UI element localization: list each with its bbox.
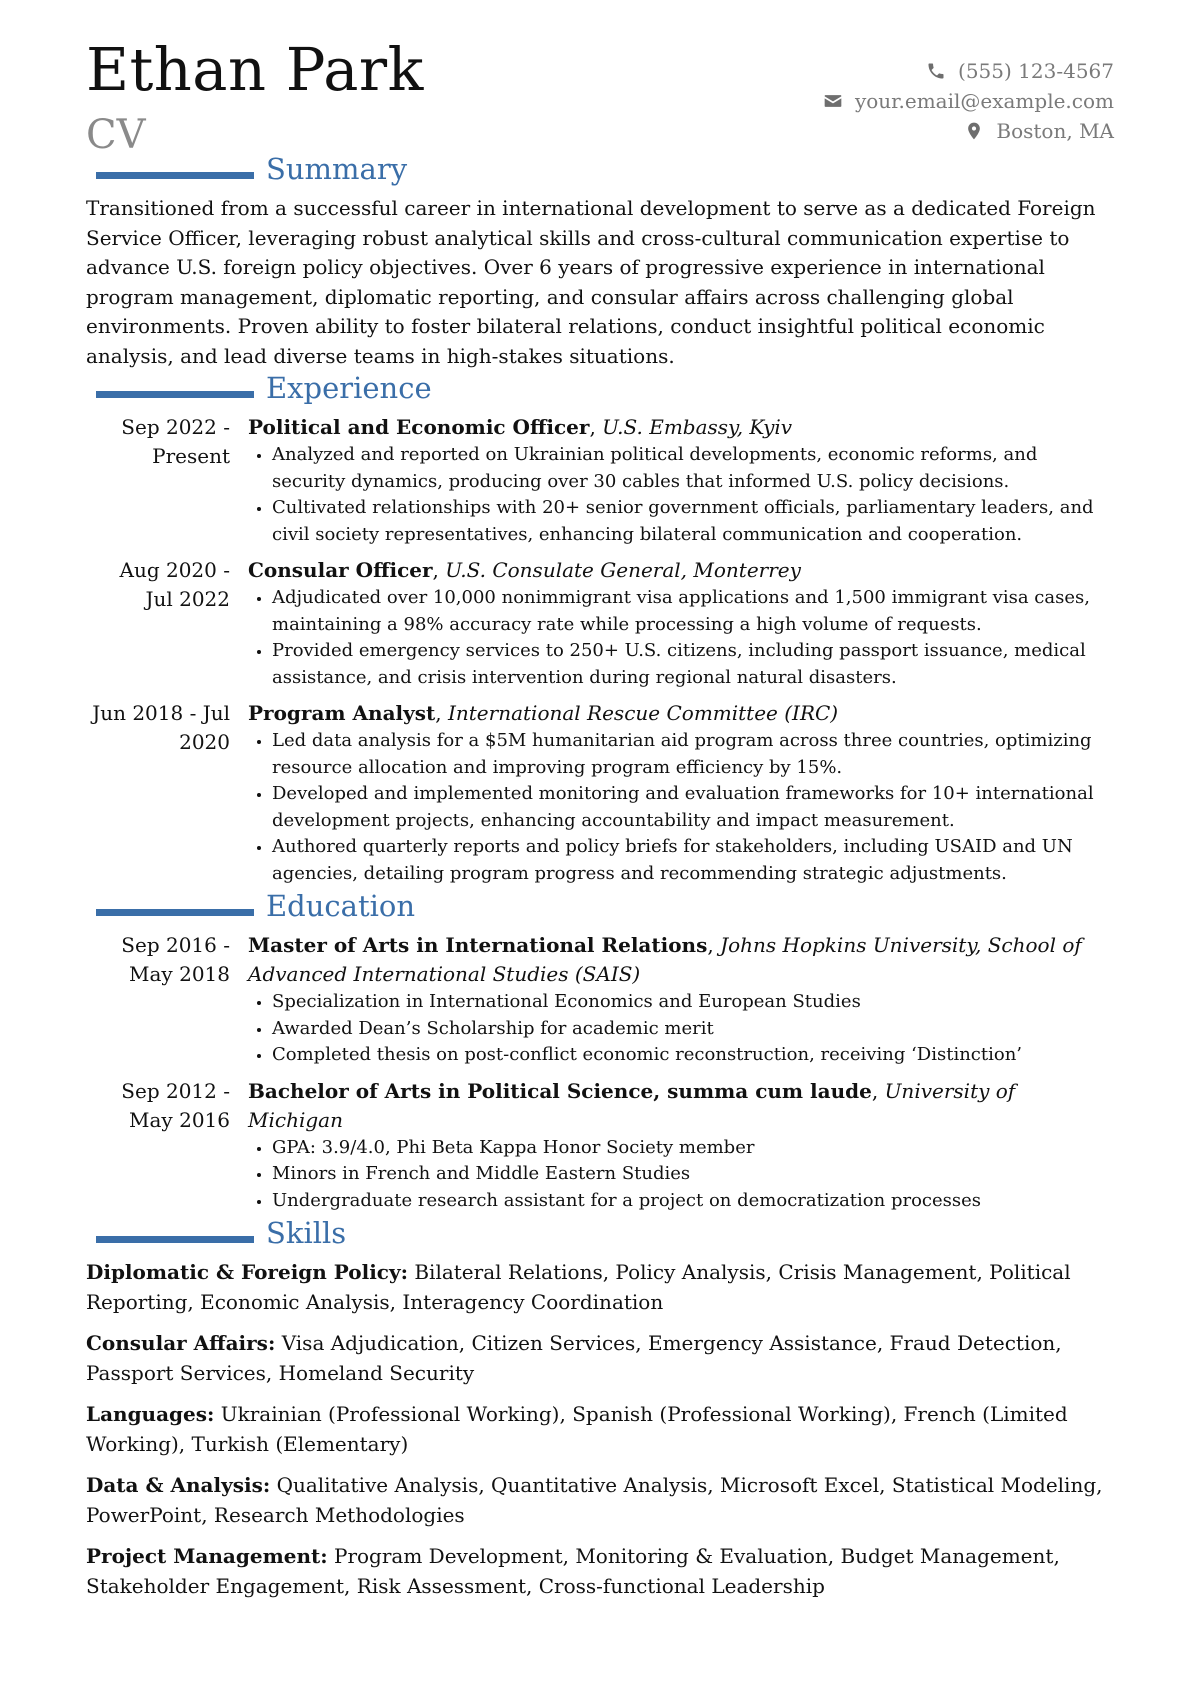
entry-body (248, 1077, 1114, 1215)
bullet-item: • Cultivated relationships with 20+ senior government officials, parliamentary leaders, and civil society representatives, enhancing bilateral communication and cooperation. (272, 495, 1114, 548)
skills-list (86, 1258, 1114, 1601)
skill-items: Visa Adjudication, Citizen Services, Emergency Assistance, Fraud Detection, Passport Services, Homeland Security (86, 1331, 1062, 1385)
bullet-item: • Adjudicated over 10,000 nonimmigrant visa applications and 1,500 immigrant visa cases, maintaining a 98% accuracy rate while processing a high volume of requests. (272, 585, 1114, 638)
contact-block (823, 56, 1114, 146)
entry-bullets (248, 442, 1114, 548)
section-summary-heading (86, 152, 1114, 194)
entry-organization: University of Michigan (248, 1078, 1016, 1132)
bullet-item: • Provided emergency services to 250+ U.S. citizens, including passport issuance, medical assistance, and crisis intervention during regional natural disasters. (272, 638, 1114, 691)
location-text: Boston, MA (996, 119, 1114, 143)
entry-organization: U.S. Consulate General, Monterrey (445, 558, 801, 582)
skill-category: Project Management: (86, 1544, 328, 1568)
section-rule (96, 1236, 254, 1243)
entry-title-line (248, 556, 1114, 585)
bullet-item: • Awarded Dean’s Scholarship for academic merit (272, 1016, 1114, 1043)
entry-title-line (248, 1077, 1114, 1135)
entry-separator: , (432, 558, 446, 582)
section-skills-heading (86, 1216, 1114, 1258)
entry-role: Political and Economic Officer (248, 415, 590, 439)
bullet-item: • Minors in French and Middle Eastern Studies (272, 1161, 1114, 1188)
entry-organization: Johns Hopkins University, School of Advanced International Studies (SAIS) (248, 933, 1082, 986)
section-rule (96, 909, 254, 916)
phone-icon (926, 61, 946, 81)
person-name: Ethan Park (86, 35, 424, 104)
bullet-item: • Undergraduate research assistant for a project on democratization processes (272, 1188, 1114, 1215)
entry-date: Aug 2020 - Jul 2022 (119, 558, 230, 611)
entry-separator: , (871, 1078, 885, 1103)
entry-body (248, 413, 1114, 548)
section-education-heading (86, 889, 1114, 931)
bullet-item: • GPA: 3.9/4.0, Phi Beta Kappa Honor Society member (272, 1135, 1114, 1162)
experience-entry (86, 556, 1114, 691)
section-rule (96, 391, 254, 398)
bullet-item: • Completed thesis on post-conflict economic reconstruction, receiving ‘Distinction’ (272, 1042, 1114, 1069)
section-title-experience: Experience (266, 371, 432, 405)
section-experience-heading (86, 371, 1114, 413)
entry-body (248, 699, 1114, 887)
entry-date: Sep 2022 - Present (121, 415, 230, 468)
skill-row (86, 1400, 1114, 1459)
skill-row (86, 1542, 1114, 1601)
entry-role: Master of Arts in International Relations (248, 933, 708, 957)
entry-role: Consular Officer (248, 558, 433, 582)
skill-row (86, 1329, 1114, 1388)
skill-category: Languages: (86, 1402, 215, 1426)
bullet-item: • Specialization in International Economics and European Studies (272, 989, 1114, 1016)
skill-row (86, 1258, 1114, 1317)
skill-items: Ukrainian (Professional Working), Spanish (Professional Working), French (Limited Working), Turkish (Elementary) (86, 1402, 1068, 1456)
entry-bullets (248, 728, 1114, 887)
entry-separator: , (589, 415, 603, 439)
bullet-item: • Analyzed and reported on Ukrainian political developments, economic reforms, and security dynamics, producing over 30 cables that informed U.S. policy decisions. (272, 442, 1114, 495)
skill-category: Diplomatic & Foreign Policy: (86, 1260, 408, 1284)
contact-location (823, 116, 1114, 146)
bullet-item: • Authored quarterly reports and policy briefs for stakeholders, including USAID and UN agencies, detailing program progress and recommending strategic adjustments. (272, 834, 1114, 887)
entry-title-line (248, 413, 1114, 442)
entry-bullets (248, 1135, 1114, 1215)
entry-title-line (248, 931, 1114, 989)
education-entry (86, 1077, 1114, 1215)
entry-separator: , (707, 933, 721, 957)
bullet-item: • Led data analysis for a $5M humanitarian aid program across three countries, optimizing resource allocation and improving program efficiency by 15%. (272, 728, 1114, 781)
contact-phone (823, 56, 1114, 86)
document-subtitle: CV (86, 112, 146, 158)
entry-body (248, 931, 1114, 1069)
experience-entry (86, 699, 1114, 887)
phone-number[interactable]: (555) 123-4567 (958, 59, 1114, 83)
experience-list (86, 413, 1114, 887)
section-title-skills: Skills (266, 1216, 347, 1250)
skill-items: Bilateral Relations, Policy Analysis, Crisis Management, Political Reporting, Economic Analysis, Interagency Coordination (86, 1260, 1071, 1314)
entry-organization: U.S. Embassy, Kyiv (602, 415, 793, 439)
entry-organization: International Rescue Committee (IRC) (447, 701, 839, 725)
bullet-item: • Developed and implemented monitoring and evaluation frameworks for 10+ international development projects, enhancing accountability and impact measurement. (272, 781, 1114, 834)
map-marker-icon (964, 121, 984, 141)
entry-title-line (248, 699, 1114, 728)
education-entry (86, 931, 1114, 1069)
skill-items: Program Development, Monitoring & Evaluation, Budget Management, Stakeholder Engagement, Risk Assessment, Cross-functional Leadership (86, 1544, 1060, 1598)
section-rule (96, 172, 254, 179)
envelope-icon (823, 91, 843, 111)
summary-text: Transitioned from a successful career in international development to serve as a dedicated Foreign Service Officer, leveraging robust analytical skills and cross-cultural communication expertise to advance U.S. foreign policy objectives. Over 6 years of progressive experience in international program management, diplomatic reporting, and consular affairs across challenging global environments. Proven ability to foster bilateral relations, conduct insightful political economic analysis, and lead diverse teams in high-stakes situations. (86, 196, 1096, 368)
entry-body (248, 556, 1114, 691)
entry-bullets (248, 989, 1114, 1069)
cv-header (86, 0, 1114, 158)
experience-entry (86, 413, 1114, 548)
entry-bullets (248, 585, 1114, 691)
skill-category: Consular Affairs: (86, 1331, 276, 1355)
skill-items: Qualitative Analysis, Quantitative Analysis, Microsoft Excel, Statistical Modeling, PowerPoint, Research Methodologies (86, 1473, 1103, 1527)
entry-date: Jun 2018 - Jul 2020 (92, 701, 230, 754)
entry-separator: , (435, 701, 448, 725)
skill-category: Data & Analysis: (86, 1473, 271, 1497)
skill-row (86, 1471, 1114, 1530)
cv-page (86, 0, 1114, 1613)
section-title-education: Education (266, 889, 416, 923)
entry-role: Program Analyst (248, 701, 436, 725)
contact-email (823, 86, 1114, 116)
entry-role: Bachelor of Arts in Political Science, summa cum laude (248, 1078, 872, 1103)
education-list (86, 931, 1114, 1214)
entry-date: Sep 2016 - May 2018 (121, 933, 230, 986)
entry-date: Sep 2012 - May 2016 (121, 1078, 230, 1132)
email-address[interactable]: your.email@example.com (854, 89, 1114, 113)
section-title-summary: Summary (266, 152, 408, 186)
